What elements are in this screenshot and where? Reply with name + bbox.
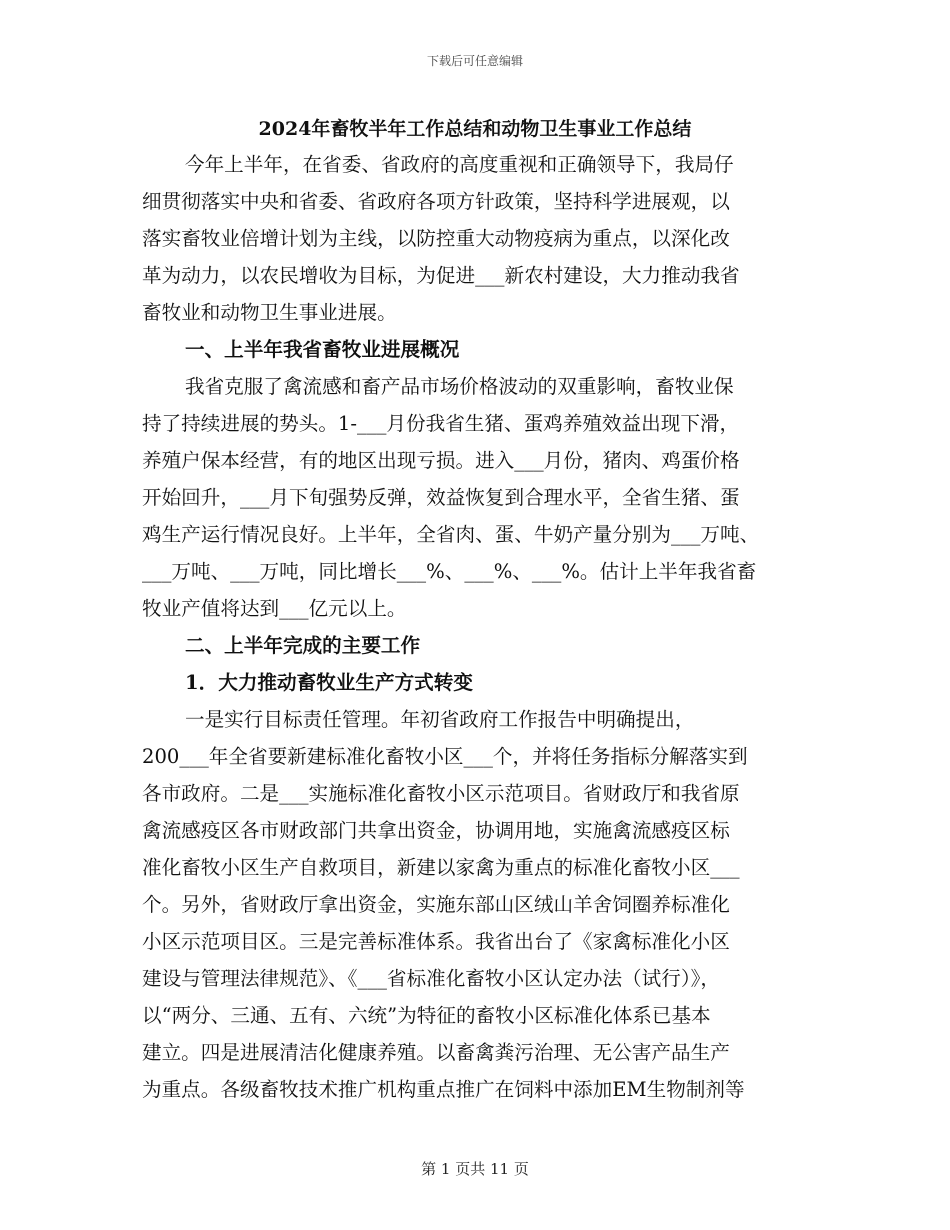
paragraph-line: 小区示范项目区。三是完善标准体系。我省出台了《家禽标准化小区 bbox=[142, 930, 730, 953]
section-heading: 一、上半年我省畜牧业进展概况 bbox=[185, 338, 460, 361]
paragraph-line: 建设与管理法律规范》、《___省标准化畜牧小区认定办法（试行）》， bbox=[142, 967, 721, 990]
paragraph-line: 建立。四是进展清洁化健康养殖。以畜禽粪污治理、无公害产品生产 bbox=[142, 1041, 730, 1064]
paragraph-line: 准化畜牧小区生产自救项目，新建以家禽为重点的标准化畜牧小区___ bbox=[142, 856, 740, 879]
paragraph-line: 我省克服了禽流感和畜产品市场价格波动的双重影响，畜牧业保 bbox=[185, 375, 734, 398]
paragraph-line: 鸡生产运行情况良好。上半年，全省肉、蛋、牛奶产量分别为___万吨、 bbox=[142, 523, 760, 546]
paragraph-line: 牧业产值将达到___亿元以上。 bbox=[142, 597, 407, 620]
paragraph-line: 今年上半年，在省委、省政府的高度重视和正确领导下，我局仔 bbox=[185, 153, 734, 176]
paragraph-line: ___万吨、___万吨，同比增长___%、___%、___%。估计上半年我省畜 bbox=[142, 560, 757, 583]
paragraph-line: 细贯彻落实中央和省委、省政府各项方针政策，坚持科学进展观，以 bbox=[142, 190, 730, 213]
subsection-heading: 1．大力推动畜牧业生产方式转变 bbox=[185, 671, 473, 694]
paragraph-line: 个。另外，省财政厅拿出资金，实施东部山区绒山羊舍饲圈养标准化 bbox=[142, 893, 730, 916]
paragraph-line: 持了持续进展的势头。1-___月份我省生猪、蛋鸡养殖效益出现下滑， bbox=[142, 412, 740, 435]
page-header: 下载后可任意编辑 bbox=[426, 54, 523, 68]
paragraph-line: 落实畜牧业倍增计划为主线，以防控重大动物疫病为重点，以深化改 bbox=[142, 227, 730, 250]
paragraph-line: 一是实行目标责任管理。年初省政府工作报告中明确提出， bbox=[185, 708, 695, 731]
paragraph-line: 以“两分、三通、五有、六统”为特征的畜牧小区标准化体系已基本 bbox=[142, 1004, 711, 1027]
paragraph-line: 各市政府。二是___实施标准化畜牧小区示范项目。省财政厅和我省原 bbox=[142, 782, 740, 805]
section-heading: 二、上半年完成的主要工作 bbox=[185, 634, 421, 657]
paragraph-line: 200___年全省要新建标准化畜牧小区___个，并将任务指标分解落实到 bbox=[142, 745, 748, 768]
paragraph-line: 禽流感疫区各市财政部门共拿出资金，协调用地，实施禽流感疫区标 bbox=[142, 819, 730, 842]
document-title: 2024年畜牧半年工作总结和动物卫生事业工作总结 bbox=[258, 118, 692, 140]
paragraph-line: 开始回升，___月下旬强势反弹，效益恢复到合理水平，全省生猪、蛋 bbox=[142, 486, 740, 509]
paragraph-line: 为重点。各级畜牧技术推广机构重点推广在饲料中添加EM生物制剂等 bbox=[142, 1078, 745, 1101]
paragraph-line: 畜牧业和动物卫生事业进展。 bbox=[142, 301, 397, 324]
paragraph-line: 养殖户保本经营，有的地区出现亏损。进入___月份，猪肉、鸡蛋价格 bbox=[142, 449, 740, 472]
paragraph-line: 革为动力，以农民增收为目标，为促进___新农村建设，大力推动我省 bbox=[142, 264, 740, 287]
page-footer: 第 1 页共 11 页 bbox=[421, 1160, 529, 1178]
